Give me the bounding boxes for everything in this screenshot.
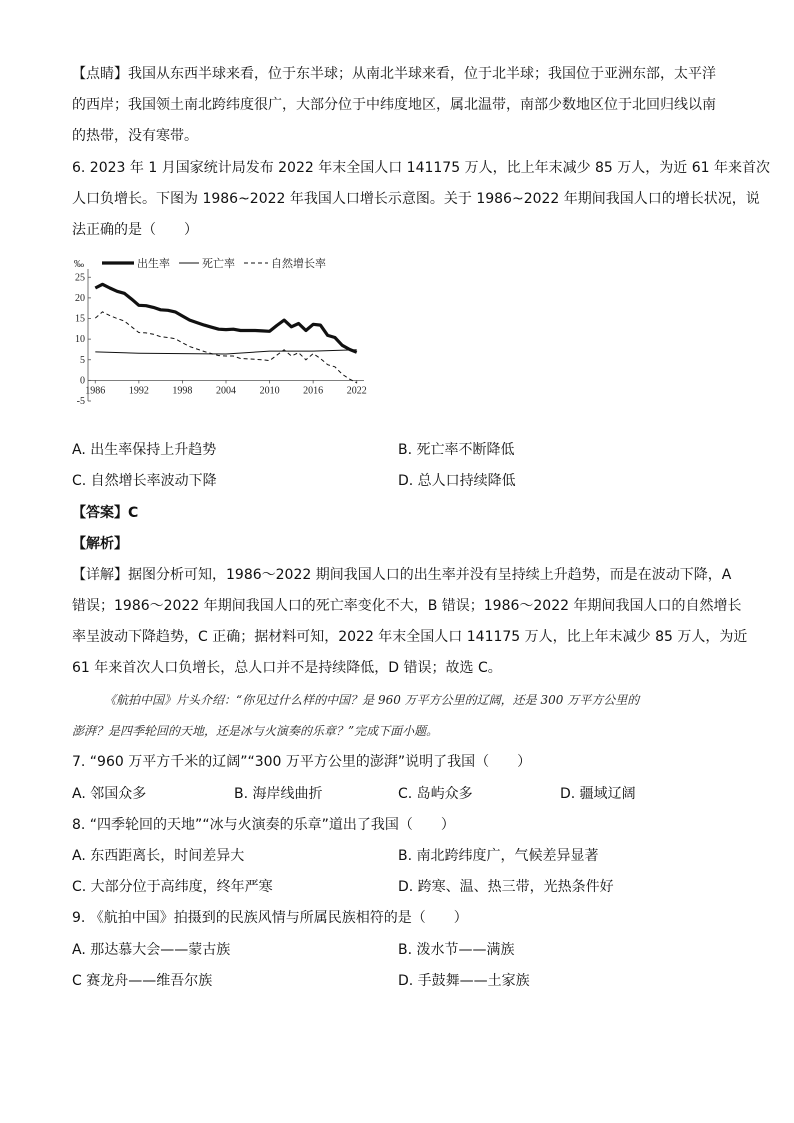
q9-option-d[interactable]: D. 手鼓舞——土家族 [398, 973, 530, 989]
q6-option-b[interactable]: B. 死亡率不断降低 [398, 442, 515, 458]
population-growth-chart [72, 253, 372, 413]
q6-explain-line-4: 61 年来首次人口负增长，总人口并不是持续降低，D 错误；故选 C。 [72, 660, 502, 676]
tip-line-3: 的热带，没有寒带。 [72, 128, 198, 144]
q8-stem: 8. “四季轮回的天地”“冰与火演奏的乐章”道出了我国（ ） [72, 817, 455, 833]
q9-option-c[interactable]: C 赛龙舟——维吾尔族 [72, 973, 213, 989]
y-tick-label: 25 [75, 272, 85, 284]
y-tick-label: 5 [80, 354, 85, 366]
y-tick-label: 0 [80, 375, 85, 387]
series-line-dashed [95, 312, 356, 383]
q8-option-b[interactable]: B. 南北跨纬度广，气候差异显著 [398, 848, 599, 864]
passage-line-1: 《航拍中国》片头介绍：“你见过什么样的中国？是 960 万平方公里的辽阔，还是 300 万平方公里的 [104, 693, 640, 707]
y-tick-label: 20 [75, 292, 85, 304]
q9-option-b[interactable]: B. 泼水节——满族 [398, 942, 515, 958]
x-tick-label: 1986 [85, 385, 106, 397]
q8-option-c[interactable]: C. 大部分位于高纬度，终年严寒 [72, 879, 273, 895]
y-tick-label: 15 [75, 313, 85, 325]
q6-explain-line-2: 错误；1986～2022 年期间我国人口的死亡率变化不大，B 错误；1986～2022 年期间我国人口的自然增长 [72, 598, 742, 614]
x-tick-label: 2004 [216, 385, 236, 397]
q6-explain-line-3: 率呈波动下降趋势，C 正确；据材料可知，2022 年末全国人口 141175 万人，比上年末减少 85 万人，为近 [72, 629, 748, 645]
legend-label-dashed: 自然增长率 [271, 257, 326, 270]
x-tick-label: 2010 [259, 385, 280, 397]
y-axis-unit: ‰ [74, 259, 84, 270]
y-tick-label: 10 [75, 334, 85, 346]
q8-option-d[interactable]: D. 跨寒、温、热三带，光热条件好 [398, 879, 614, 895]
q7-option-c[interactable]: C. 岛屿众多 [398, 786, 473, 802]
legend-label-thick: 出生率 [137, 257, 170, 270]
q7-option-d[interactable]: D. 疆域辽阔 [560, 786, 636, 802]
q8-option-a[interactable]: A. 东西距离长，时间差异大 [72, 848, 245, 864]
q6-stem-line-3: 法正确的是（ ） [72, 222, 198, 238]
q9-stem: 9. 《航拍中国》拍摄到的民族风情与所属民族相符的是（ ） [72, 910, 468, 926]
y-tick-label: -5 [76, 396, 85, 407]
passage-line-2: 澎湃？是四季轮回的天地，还是冰与火演奏的乐章？”完成下面小题。 [72, 724, 439, 738]
x-tick-label: 1992 [128, 385, 149, 397]
q7-option-b[interactable]: B. 海岸线曲折 [234, 786, 323, 802]
x-tick-label: 1998 [172, 385, 193, 397]
q7-option-a[interactable]: A. 邻国众多 [72, 786, 147, 802]
q6-option-a[interactable]: A. 出生率保持上升趋势 [72, 442, 217, 458]
q6-answer: 【答案】C [72, 505, 139, 521]
legend-label-thin: 死亡率 [202, 257, 235, 270]
series-line-thick [95, 284, 356, 352]
q7-stem: 7. “960 万平方千米的辽阔”“300 万平方公里的澎湃”说明了我国（ ） [72, 754, 532, 770]
tip-line-1: 【点睛】我国从东西半球来看，位于东半球；从南北半球来看，位于北半球；我国位于亚洲东部，太平洋 [72, 66, 716, 82]
x-tick-label: 2022 [346, 385, 367, 397]
x-tick-label: 2016 [303, 385, 324, 397]
q6-explain-line-1: 【详解】据图分析可知，1986～2022 期间我国人口的出生率并没有呈持续上升趋势，而是在波动下降，A [72, 567, 732, 583]
q6-option-d[interactable]: D. 总人口持续降低 [398, 473, 516, 489]
q9-option-a[interactable]: A. 那达慕大会——蒙古族 [72, 942, 231, 958]
q6-analysis-title: 【解析】 [72, 536, 128, 552]
q6-option-c[interactable]: C. 自然增长率波动下降 [72, 473, 217, 489]
series-line-thin [95, 350, 356, 354]
q6-stem-line-2: 人口负增长。下图为 1986~2022 年我国人口增长示意图。关于 1986~2022 年期间我国人口的增长状况，说 [72, 191, 760, 207]
tip-line-2: 的西岸；我国领土南北跨纬度很广，大部分位于中纬度地区，属北温带，南部少数地区位于北回归线以南 [72, 97, 716, 113]
q6-stem-line-1: 6. 2023 年 1 月国家统计局发布 2022 年末全国人口 141175 万人，比上年末减少 85 万人，为近 61 年来首次 [72, 160, 770, 176]
